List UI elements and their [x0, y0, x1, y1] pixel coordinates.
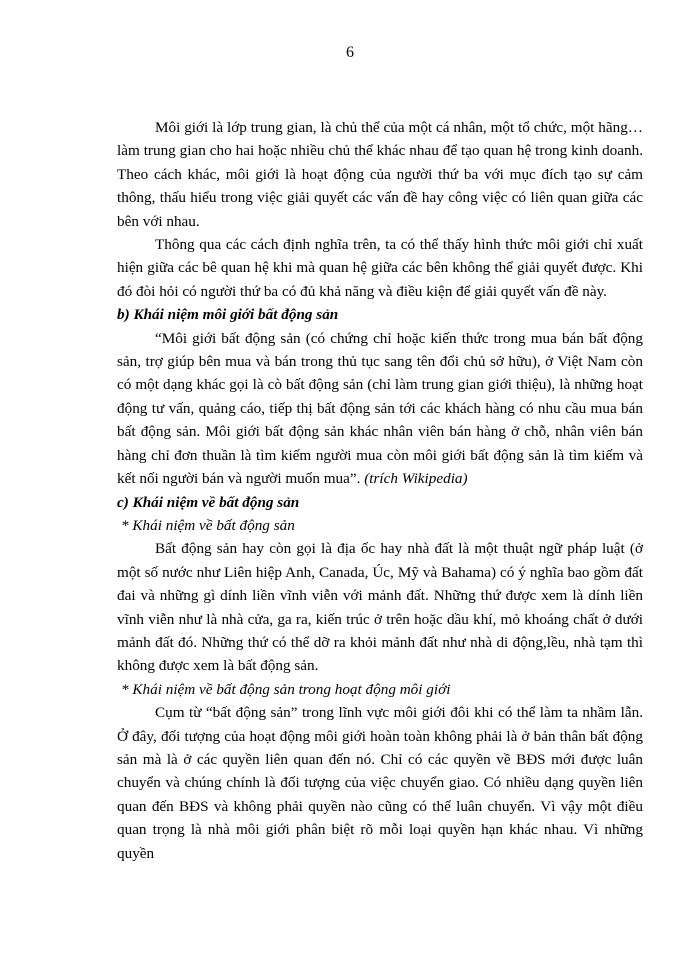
quote-text: “Môi giới bất động sản (có chứng chỉ hoặc kiến thức trong mua bán bất động sản, trợ giúp bên mua và bán trong thủ tục sang tên đổi chủ sở hữu), ở Việt Nam còn có một dạng khác gọi là cò bất động sản (chỉ làm trung gian giới thiệu), là những hoạt động tư vấn, quảng cáo, tiếp thị bất động sản tới các khách hàng có nhu cầu mua bán bất động sản. Môi giới bất động sản khác nhân viên bán hàng ở chỗ, nhân viên bán hàng chỉ đơn thuần là tìm kiếm người mua còn môi giới bất động sản là tìm kiếm và kết nối người bán và người muốn mua”.: [117, 329, 643, 488]
document-body: [117, 116, 643, 865]
paragraph-real-estate-definition: Bất động sản hay còn gọi là địa ốc hay nhà đất là một thuật ngữ pháp luật (ở một số nước như Liên hiệp Anh, Canada, Úc, Mỹ và Bahama) có ý nghĩa bao gồm đất đai và những gì dính liền vĩnh viễn với mảnh đất. Những thứ được xem là dính liền vĩnh viễn như là nhà cửa, ga ra, kiến trúc ở trên hoặc dầu khí, mỏ khoáng chất ở dưới mảnh đất đó. Những thứ có thể dỡ ra khỏi mảnh đất như nhà di động,lều, nhà tạm thì không được xem là bất động sản.: [117, 540, 643, 675]
paragraph-broker-conclusion: Thông qua các cách định nghĩa trên, ta có thể thấy hình thức môi giới chỉ xuất hiện giữa các bê quan hệ khi mà quan hệ giữa các bên không thể giải quyết được. Khi đó đòi hỏi có người thứ ba có đủ khả năng và điều kiện để giải quyết vấn đề này.: [117, 236, 643, 300]
page-number: 6: [346, 44, 354, 61]
paragraph-real-estate-rights: Cụm từ “bất động sản” trong lĩnh vực môi giới đôi khi có thể làm ta nhầm lẫn. Ở đây, đối tượng của hoạt động môi giới hoàn toàn không phải là ở bản thân bất động sản mà là ở các quyền liên quan đến nó. Chỉ có các quyền về BĐS mới được luân chuyển và chúng chính là đối tượng của việc chuyển giao. Có nhiều dạng quyền liên quan đến BĐS và không phải quyền nào cũng có thể luân chuyển. Vì vậy một điều quan trọng là nhà môi giới phân biệt rõ mỗi loại quyền hạn khác nhau. Vì những quyền: [117, 704, 643, 862]
quote-citation: (trích Wikipedia): [364, 470, 468, 488]
subheading-real-estate-concept: * Khái niệm về bất động sản: [121, 516, 295, 534]
paragraph-real-estate-broker-quote: [117, 327, 643, 491]
paragraph-broker-definition: Môi giới là lớp trung gian, là chủ thể của một cá nhân, một tổ chức, một hãng…làm trung gian cho hai hoặc nhiều chủ thể khác nhau để tạo quan hệ trong kinh doanh. Theo cách khác, môi giới là hoạt động của người thứ ba với mục đích tạo sự cảm thông, thấu hiểu trong việc giải quyết các vấn đề hay công việc có liên quan giữa các bên với nhau.: [117, 119, 643, 230]
subheading-real-estate-in-brokerage: * Khái niệm về bất động sản trong hoạt động môi giới: [121, 680, 451, 698]
heading-real-estate-concept: c) Khái niệm về bất động sản: [117, 493, 300, 511]
heading-real-estate-broker-concept: b) Khái niệm môi giới bất động sản: [117, 306, 339, 324]
